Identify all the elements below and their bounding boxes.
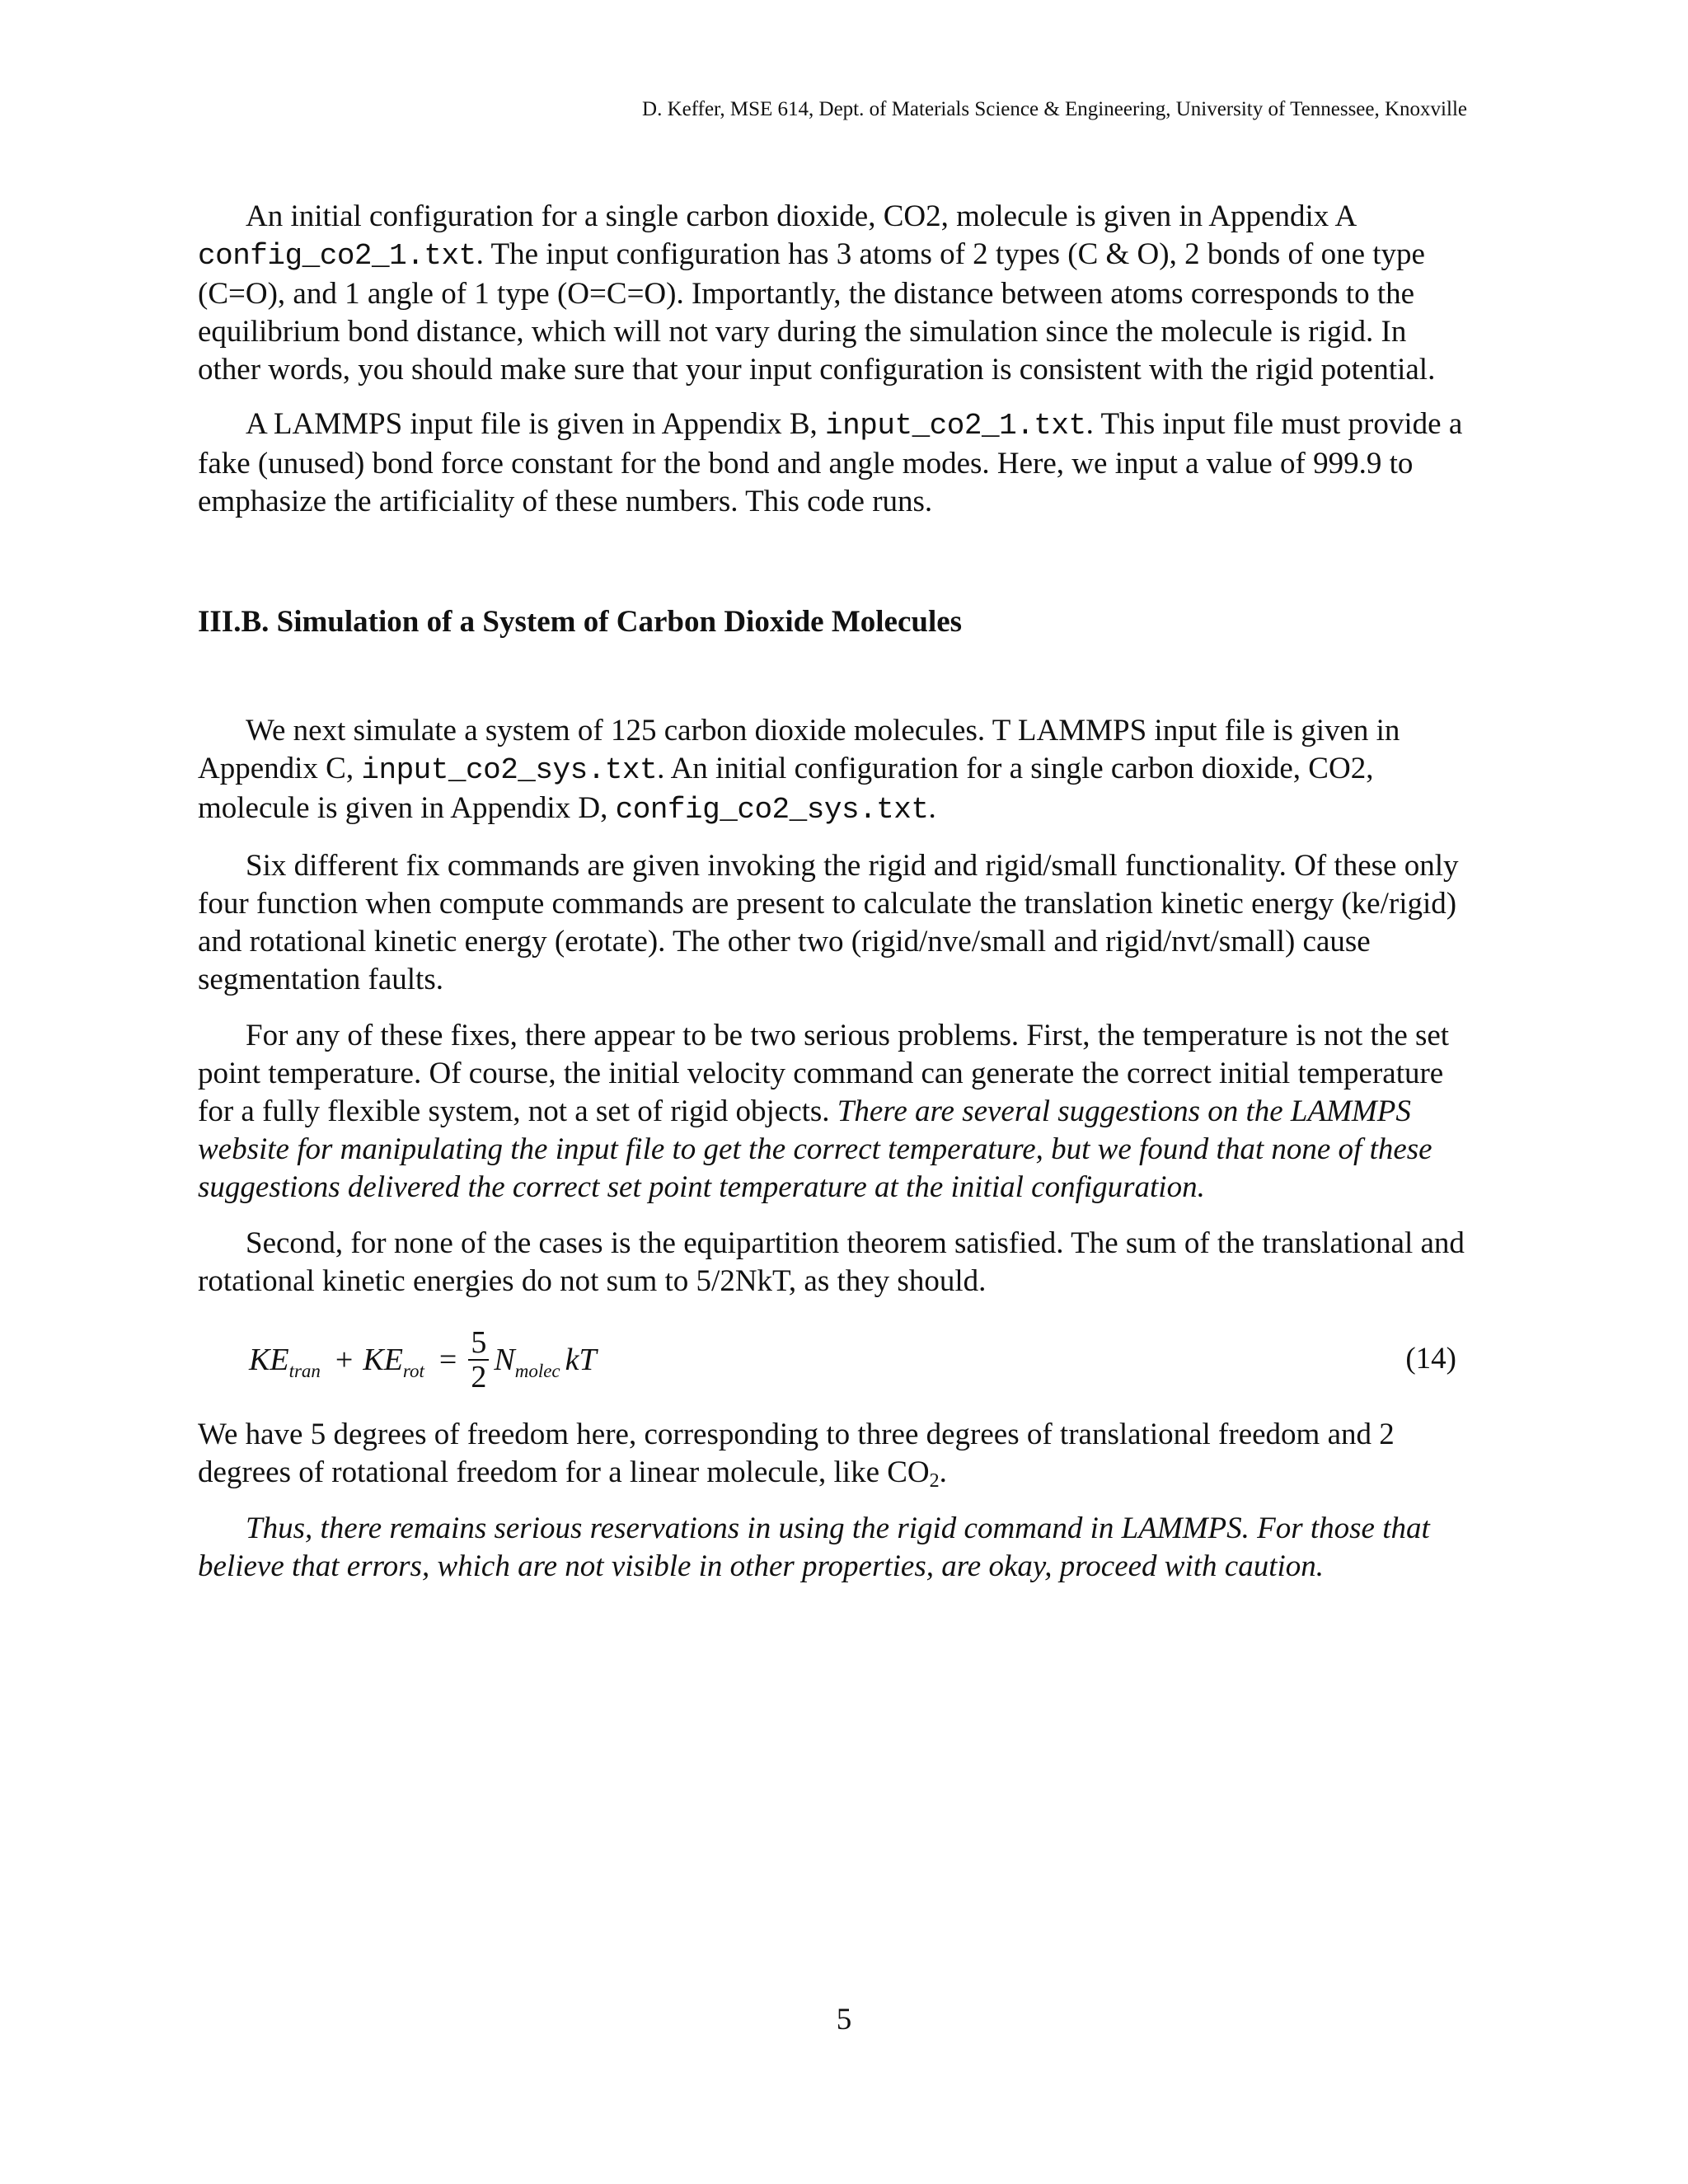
- paragraph-input-file: [198, 405, 1475, 521]
- equation-plus: +: [335, 1343, 354, 1377]
- paragraph-text: A LAMMPS input file is given in Appendix B,: [246, 407, 826, 441]
- paragraph-text: . The input configuration has 3 atoms of 2 types (C & O), 2 bonds of one type (C=O), and 1 angle of 1 type (O=C=O). Importantly, the distance between atoms corresponds to the equilibrium bond distance, which will not vary during the simulation since the molecule is rigid. In other words, you should make sure that your input configuration is consistent with the rigid potential.: [198, 237, 1436, 387]
- page-number: 5: [836, 2003, 852, 2036]
- filename-input-co2-sys: input_co2_sys.txt: [361, 753, 658, 787]
- paragraph-initial-configuration: [198, 198, 1475, 389]
- italic-remark: There are several suggestions on the LAMMPS website for manipulating the input file to get the correct temperature, but we found that none of these suggestions delivered the correct set point temperature at the initial configuration.: [198, 1094, 1432, 1204]
- paragraph-problems: [198, 1017, 1475, 1207]
- filename-config-co2-1: config_co2_1.txt: [198, 239, 476, 273]
- paragraph-text: . An initial configuration for a single carbon dioxide, CO2, molecule is given in Appendix D,: [198, 752, 1374, 825]
- paragraph-text: We have 5 degrees of freedom here, corresponding to three degrees of translational freedom and 2 degrees of rotational freedom for a linear molecule, like CO: [198, 1418, 1395, 1489]
- paragraph-text: We next simulate a system of 125 carbon dioxide molecules. T LAMMPS input file is given in Appendix C,: [198, 714, 1400, 785]
- equation-body: [249, 1320, 597, 1399]
- equation-subscript-molec: molec: [514, 1361, 560, 1381]
- equation-14: [198, 1320, 1475, 1399]
- equation-subscript-tran: tran: [288, 1361, 321, 1381]
- section-heading: III.B. Simulation of a System of Carbon Dioxide Molecules: [198, 605, 963, 639]
- paragraph-text: . This input file must provide a fake (unused) bond force constant for the bond and angle modes. Here, we input a value of 999.9 to emphasize the artificiality of these numbers. This code runs.: [198, 407, 1463, 518]
- paragraph-conclusion: Thus, there remains serious reservations in using the rigid command in LAMMPS. For those that believe that errors, which are not visible in other properties, are okay, proceed with caution.: [198, 1511, 1430, 1583]
- equation-number: (14): [1405, 1342, 1456, 1376]
- equation-ke-symbol: KE: [249, 1343, 289, 1377]
- paragraph-text: .: [939, 1455, 947, 1489]
- equation-fraction: [468, 1326, 489, 1394]
- paragraph-system-simulation: [198, 712, 1475, 829]
- paragraph-fix-commands: Six different fix commands are given invoking the rigid and rigid/small functionality. Of these only four function when compute commands are present to calculate the translation kinetic energy (ke/rigid) and rotational kinetic energy (erotate). The other two (rigid/nve/small and rigid/nvt/small) cause segmentation faults.: [198, 849, 1459, 996]
- paragraph-text: An initial configuration for a single carbon dioxide, CO2, molecule is given in Appendix A: [246, 199, 1356, 233]
- paragraph-text: .: [928, 791, 936, 825]
- filename-input-co2-1: input_co2_1.txt: [825, 409, 1086, 443]
- equation-ke-symbol: KE: [363, 1343, 403, 1377]
- fraction-numerator: 5: [468, 1326, 489, 1361]
- equation-kt-symbol: kT: [565, 1343, 597, 1377]
- fraction-denominator: 2: [471, 1360, 487, 1394]
- paragraph-text: For any of these fixes, there appear to be two serious problems. First, the temperature is not the set point temperature. Of course, the initial velocity command can generate the correct initial temperature for a fully flexible system, not a set of rigid objects.: [198, 1019, 1450, 1128]
- equation-subscript-rot: rot: [402, 1361, 424, 1381]
- running-header: D. Keffer, MSE 614, Dept. of Materials Science & Engineering, University of Tennessee, Knoxville: [642, 98, 1467, 120]
- equation-equals: =: [438, 1343, 457, 1377]
- equation-n-symbol: N: [494, 1343, 515, 1377]
- filename-config-co2-sys: config_co2_sys.txt: [615, 793, 929, 827]
- co2-subscript: 2: [929, 1470, 940, 1492]
- paragraph-degrees-of-freedom: [198, 1416, 1475, 1492]
- page-body: [198, 198, 1475, 1586]
- paragraph-equipartition: Second, for none of the cases is the equipartition theorem satisfied. The sum of the translational and rotational kinetic energies do not sum to 5/2NkT, as they should.: [198, 1226, 1465, 1298]
